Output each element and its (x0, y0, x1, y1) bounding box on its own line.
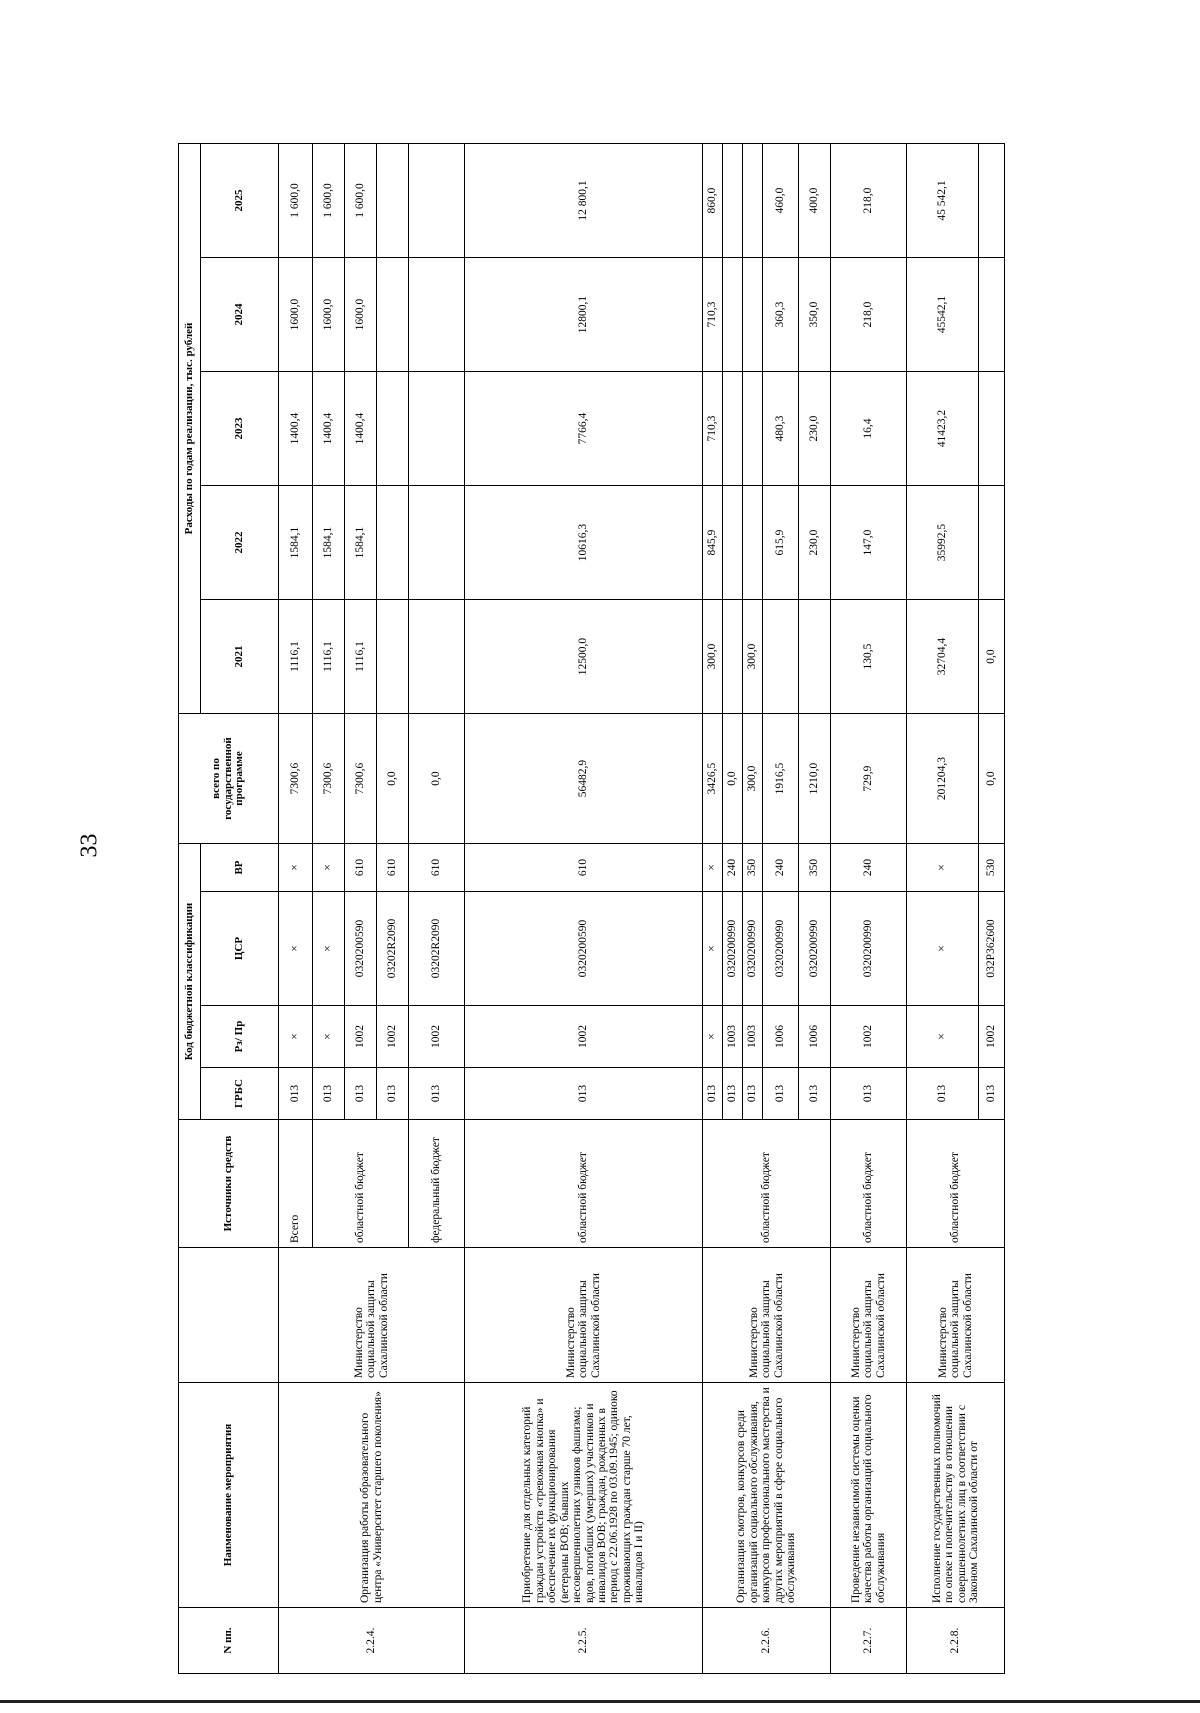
cell-grbs: 013 (799, 1068, 831, 1120)
cell-2022 (743, 486, 763, 600)
header-years-group: Расходы по годам реализации, тыс. рублей (179, 143, 201, 713)
row-num: 2.2.6. (703, 1608, 831, 1674)
cell-2021: 32704,4 (907, 600, 979, 714)
cell-total: 1210,0 (799, 714, 831, 844)
cell-rzpr: 1002 (345, 1006, 377, 1068)
row-source: областной бюджет (465, 1120, 703, 1248)
header-year-2024: 2024 (201, 258, 279, 372)
cell-2025: 12 800,1 (465, 143, 703, 257)
cell-2021: 1116,1 (279, 600, 313, 714)
cell-2025 (377, 143, 409, 257)
cell-csr: 0320200990 (723, 892, 743, 1006)
cell-2021 (763, 600, 799, 714)
cell-vr: 530 (979, 844, 1005, 892)
cell-csr: 032P362600 (979, 892, 1005, 1006)
table-row (907, 143, 979, 1673)
cell-2024 (743, 258, 763, 372)
table-row (279, 143, 313, 1673)
cell-2021 (377, 600, 409, 714)
cell-vr: 610 (377, 844, 409, 892)
cell-2025: 460,0 (763, 143, 799, 257)
cell-2024: 218,0 (831, 258, 907, 372)
cell-2021: 1116,1 (313, 600, 345, 714)
cell-total: 0,0 (723, 714, 743, 844)
cell-rzpr: 1002 (409, 1006, 465, 1068)
cell-grbs: 013 (313, 1068, 345, 1120)
table-row (465, 143, 703, 1673)
cell-2023: 16,4 (831, 372, 907, 486)
cell-grbs: 013 (979, 1068, 1005, 1120)
cell-2024: 12800,1 (465, 258, 703, 372)
cell-rzpr: 1003 (743, 1006, 763, 1068)
header-grbs: ГРБС (201, 1068, 279, 1120)
cell-2023 (723, 372, 743, 486)
cell-vr: 240 (831, 844, 907, 892)
cell-csr: 03202R2090 (377, 892, 409, 1006)
cell-grbs: 013 (743, 1068, 763, 1120)
row-name: Приобретение для отдельных категорий граждан устройств «тревожная кнопка» и обеспечение их функционирования (ветераны ВОВ; бывших несовершеннолетних узников фашизма; вдов, погибших (умерших) участников и инвалидов ВОВ; граждан, рожденных в период с 22.06.1928 по 03.09.1945; одиноко проживающих граждан старше 70 лет, инвалидов I и II) (465, 1383, 703, 1608)
cell-grbs: 013 (703, 1068, 723, 1120)
cell-csr: 0320200990 (831, 892, 907, 1006)
cell-2022: 615,9 (763, 486, 799, 600)
cell-grbs: 013 (907, 1068, 979, 1120)
row-num: 2.2.8. (907, 1608, 1005, 1674)
cell-2025: 1 600,0 (345, 143, 377, 257)
header-year-2022: 2022 (201, 486, 279, 600)
row-source: областной бюджет (831, 1120, 907, 1248)
cell-2024 (409, 258, 465, 372)
row-name: Проведение независимой системы оценки качества работы организаций социального обслуживания (831, 1383, 907, 1608)
cell-2024: 360,3 (763, 258, 799, 372)
cell-total: 300,0 (743, 714, 763, 844)
cell-2022 (723, 486, 743, 600)
cell-2025: 45 542,1 (907, 143, 979, 257)
cell-total: 729,9 (831, 714, 907, 844)
header-kbk-group: Код бюджетной классификации (179, 844, 201, 1120)
cell-vr: 350 (799, 844, 831, 892)
cell-csr: 0320200590 (345, 892, 377, 1006)
cell-2025: 400,0 (799, 143, 831, 257)
table-row (831, 143, 907, 1673)
row-executor: Министерство социальной защиты Сахалинской области (831, 1248, 907, 1383)
cell-2024: 45542,1 (907, 258, 979, 372)
cell-2023: 710,3 (703, 372, 723, 486)
row-source: областной бюджет (907, 1120, 1005, 1248)
cell-rzpr: × (907, 1006, 979, 1068)
cell-rzpr: 1006 (799, 1006, 831, 1068)
cell-2021 (799, 600, 831, 714)
cell-2023: 41423,2 (907, 372, 979, 486)
cell-grbs: 013 (409, 1068, 465, 1120)
cell-2022: 1584,1 (345, 486, 377, 600)
cell-2023: 230,0 (799, 372, 831, 486)
cell-vr: × (279, 844, 313, 892)
row-source: федеральный бюджет (409, 1120, 465, 1248)
cell-2025: 860,0 (703, 143, 723, 257)
row-name: Организация смотров, конкурсов среди организаций социального обслуживания, конкурсов профессионального мастерства и других мероприятий в сфере социального обслуживания (703, 1383, 831, 1608)
table-row (703, 143, 723, 1673)
cell-csr: × (313, 892, 345, 1006)
row-source: Всего (279, 1120, 313, 1248)
cell-2021: 130,5 (831, 600, 907, 714)
cell-csr: × (703, 892, 723, 1006)
cell-total: 56482,9 (465, 714, 703, 844)
cell-2025: 218,0 (831, 143, 907, 257)
cell-2024: 1600,0 (345, 258, 377, 372)
cell-2025 (979, 143, 1005, 257)
cell-2022: 1584,1 (313, 486, 345, 600)
cell-rzpr: × (279, 1006, 313, 1068)
header-executor (179, 1248, 279, 1383)
cell-csr: 0320200990 (743, 892, 763, 1006)
cell-vr: × (907, 844, 979, 892)
row-source: областной бюджет (313, 1120, 409, 1248)
cell-vr: 240 (763, 844, 799, 892)
row-name: Организация работы образовательного центра «Университет старшего поколения» (279, 1383, 465, 1608)
cell-2023: 1400,4 (313, 372, 345, 486)
cell-grbs: 013 (465, 1068, 703, 1120)
cell-2024: 1600,0 (313, 258, 345, 372)
cell-vr: × (313, 844, 345, 892)
row-source: областной бюджет (703, 1120, 831, 1248)
cell-rzpr: 1003 (723, 1006, 743, 1068)
cell-grbs: 013 (279, 1068, 313, 1120)
cell-grbs: 013 (831, 1068, 907, 1120)
cell-2023 (377, 372, 409, 486)
header-total: всего по государственной программе (179, 714, 279, 844)
cell-total: 0,0 (377, 714, 409, 844)
row-num: 2.2.7. (831, 1608, 907, 1674)
cell-csr: 03202R2090 (409, 892, 465, 1006)
rotated-table-container (178, 144, 1028, 1674)
row-name: Исполнение государственных полномочий по опеке и попечительству в отношении совершеннолетних лиц в соответствии с Законом Сахалинской области от (907, 1383, 1005, 1608)
cell-2021 (723, 600, 743, 714)
cell-2025 (723, 143, 743, 257)
cell-2022: 35992,5 (907, 486, 979, 600)
cell-2021: 300,0 (743, 600, 763, 714)
cell-2022: 10616,3 (465, 486, 703, 600)
cell-2021: 300,0 (703, 600, 723, 714)
cell-2022: 147,0 (831, 486, 907, 600)
cell-2023: 7766,4 (465, 372, 703, 486)
cell-2025 (409, 143, 465, 257)
cell-vr: × (703, 844, 723, 892)
cell-2023 (409, 372, 465, 486)
cell-rzpr: × (313, 1006, 345, 1068)
cell-rzpr: 1006 (763, 1006, 799, 1068)
cell-total: 0,0 (409, 714, 465, 844)
header-num: N пп. (179, 1608, 279, 1674)
cell-total: 0,0 (979, 714, 1005, 844)
header-name: Наименование мероприятия (179, 1383, 279, 1608)
cell-vr: 610 (409, 844, 465, 892)
cell-csr: × (279, 892, 313, 1006)
cell-total: 201204,3 (907, 714, 979, 844)
cell-vr: 350 (743, 844, 763, 892)
cell-2025 (743, 143, 763, 257)
cell-2024 (723, 258, 743, 372)
header-csr: ЦСР (201, 892, 279, 1006)
cell-csr: 0320200590 (465, 892, 703, 1006)
cell-grbs: 013 (723, 1068, 743, 1120)
cell-vr: 610 (465, 844, 703, 892)
cell-total: 7300,6 (313, 714, 345, 844)
cell-2023 (743, 372, 763, 486)
cell-2024: 1600,0 (279, 258, 313, 372)
cell-csr: × (907, 892, 979, 1006)
cell-2022: 230,0 (799, 486, 831, 600)
cell-rzpr: × (703, 1006, 723, 1068)
cell-2025: 1 600,0 (313, 143, 345, 257)
cell-2023: 480,3 (763, 372, 799, 486)
cell-grbs: 013 (763, 1068, 799, 1120)
row-executor: Министерство социальной защиты Сахалинской области (279, 1248, 465, 1383)
cell-2021: 12500,0 (465, 600, 703, 714)
cell-vr: 610 (345, 844, 377, 892)
scan-edge (0, 1700, 1200, 1703)
cell-2022 (377, 486, 409, 600)
row-executor: Министерство социальной защиты Сахалинской области (465, 1248, 703, 1383)
header-vr: ВР (201, 844, 279, 892)
cell-2021: 0,0 (979, 600, 1005, 714)
cell-total: 7300,6 (279, 714, 313, 844)
header-year-2023: 2023 (201, 372, 279, 486)
cell-2025: 1 600,0 (279, 143, 313, 257)
cell-2023 (979, 372, 1005, 486)
row-executor: Министерство социальной защиты Сахалинской области (907, 1248, 1005, 1383)
cell-csr: 0320200990 (799, 892, 831, 1006)
cell-2022: 1584,1 (279, 486, 313, 600)
cell-2023: 1400,4 (345, 372, 377, 486)
header-year-2025: 2025 (201, 143, 279, 257)
cell-2024 (979, 258, 1005, 372)
cell-grbs: 013 (345, 1068, 377, 1120)
header-year-2021: 2021 (201, 600, 279, 714)
row-executor: Министерство социальной защиты Сахалинской области (703, 1248, 831, 1383)
cell-total: 7300,6 (345, 714, 377, 844)
cell-rzpr: 1002 (465, 1006, 703, 1068)
cell-rzpr: 1002 (979, 1006, 1005, 1068)
cell-csr: 0320200990 (763, 892, 799, 1006)
row-num: 2.2.5. (465, 1608, 703, 1674)
cell-2021: 1116,1 (345, 600, 377, 714)
header-source: Источники средств (179, 1120, 279, 1248)
cell-2023: 1400,4 (279, 372, 313, 486)
cell-grbs: 013 (377, 1068, 409, 1120)
cell-rzpr: 1002 (831, 1006, 907, 1068)
cell-2024: 710,3 (703, 258, 723, 372)
page-number: 33 (76, 833, 103, 858)
cell-2022 (409, 486, 465, 600)
cell-2024: 350,0 (799, 258, 831, 372)
cell-2022 (979, 486, 1005, 600)
cell-2024 (377, 258, 409, 372)
budget-table (178, 143, 1005, 1674)
row-num: 2.2.4. (279, 1608, 465, 1674)
cell-2022: 845,9 (703, 486, 723, 600)
cell-total: 3426,5 (703, 714, 723, 844)
cell-vr: 240 (723, 844, 743, 892)
cell-2021 (409, 600, 465, 714)
cell-rzpr: 1002 (377, 1006, 409, 1068)
cell-total: 1916,5 (763, 714, 799, 844)
header-rzpr: Рз/ Пр (201, 1006, 279, 1068)
